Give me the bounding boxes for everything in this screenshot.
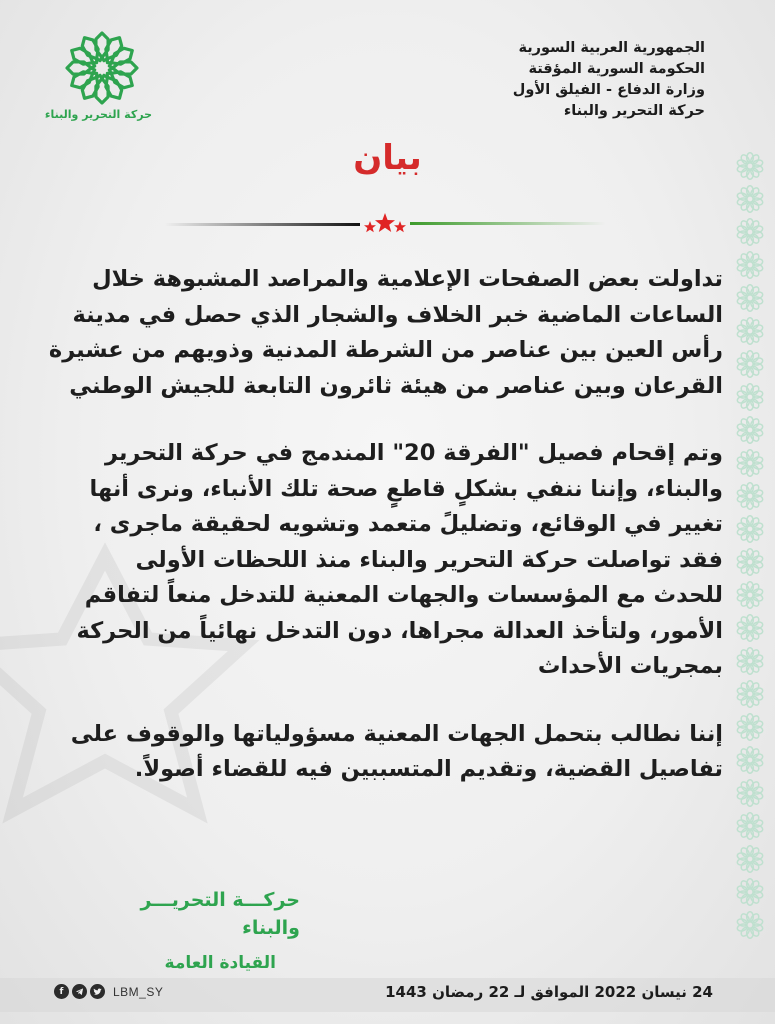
header-line-ministry: وزارة الدفاع - الفيلق الأول <box>512 82 705 98</box>
rosette-ornament-icon <box>735 843 765 875</box>
facebook-icon[interactable]: f <box>54 984 69 999</box>
star-icon-small-left <box>364 221 376 232</box>
header-line-movement: حركة التحرير والبناء <box>563 103 705 119</box>
flag-divider <box>165 212 605 236</box>
rosette-ornament-icon <box>735 249 765 281</box>
rosette-ornament-icon <box>735 480 765 512</box>
body-line: الأمور، ولتأخذ العدالة مجراها، دون التدخل نهائياً من الحركة <box>76 617 723 644</box>
paragraph-3 <box>53 717 723 788</box>
rosette-ornament-icon <box>735 711 765 743</box>
rosette-ornament-icon <box>735 315 765 347</box>
body-line: الساعات الماضية خبر الخلاف والشجار الذي حصل في مدينة <box>72 301 723 328</box>
statement-body <box>48 262 723 820</box>
body-line: تغيير في الوقائع، وتضليلً متعمد وتشويه لحقيقة ماجرى ، <box>93 511 723 537</box>
statement-date: 24 نيسان 2022 الموافق لـ 22 رمضان 1443 <box>385 983 713 1001</box>
organization-logo <box>44 30 152 121</box>
body-line: والبناء، وإننا ننفي بشكلٍ قاطعٍ صحة تلك الأنباء، ونرى أنها <box>89 475 723 502</box>
header-line-country: الجمهورية العربية السورية <box>518 40 705 56</box>
body-line: بمجريات الأحداث <box>537 653 723 679</box>
header-block <box>513 38 705 122</box>
rosette-ornament-icon <box>735 909 765 941</box>
telegram-icon[interactable] <box>72 984 87 999</box>
header-line-government: الحكومة السورية المؤقتة <box>528 61 705 77</box>
rosette-ornament-icon <box>735 876 765 908</box>
rosette-ornament-icon <box>735 414 765 446</box>
star-icon-large-center <box>375 213 395 232</box>
social-handle[interactable]: LBM_SY <box>113 984 164 999</box>
rosette-ornament-icon <box>735 381 765 413</box>
logo-label: حركة التحرير والبناء <box>44 108 152 121</box>
paragraph-1 <box>48 262 723 404</box>
star-icon-small-right <box>394 221 406 232</box>
body-line: وتم إقحام فصيل "الفرقة 20" المندمج في حركة التحرير <box>104 440 723 466</box>
rosette-ornament-icon <box>735 612 765 644</box>
rosette-ornament-icon <box>735 546 765 578</box>
body-line: تفاصيل القضية، وتقديم المتسببين فيه للقضاء أصولاً. <box>134 756 723 782</box>
twitter-icon[interactable] <box>90 984 105 999</box>
body-line: رأس العين بين عناصر من الشرطة المدنية وذويهم من عشيرة <box>48 337 723 363</box>
rosette-ornament-icon <box>735 744 765 776</box>
decorative-rosette-column <box>735 150 769 942</box>
rosette-ornament-icon <box>735 216 765 248</box>
rosette-ornament-icon <box>735 447 765 479</box>
rosette-ornament-icon <box>735 777 765 809</box>
body-line: القرعان وبين عناصر من هيئة ثائرون التابعة للجيش الوطني <box>69 372 723 399</box>
rosette-ornament-icon <box>735 150 765 182</box>
rosette-ornament-icon <box>735 645 765 677</box>
signature-organization: حركـــة التحريـــر والبناء <box>140 889 300 939</box>
signature-block <box>90 886 300 978</box>
body-line: تداولت بعض الصفحات الإعلامية والمراصد المشبوهة خلال <box>92 266 723 292</box>
social-links <box>54 984 163 999</box>
body-line: للحدث مع المؤسسات والجهات المعنية للتدخل منعاً لتفاقم <box>84 582 723 608</box>
rosette-center <box>91 57 112 78</box>
rosette-ornament-icon <box>735 513 765 545</box>
rosette-ornament-icon <box>735 810 765 842</box>
divider-black-bar <box>165 223 360 226</box>
rosette-ornament-icon <box>735 579 765 611</box>
signature-role: القيادة العامة <box>164 953 276 973</box>
rosette-ornament-icon <box>735 282 765 314</box>
body-line: فقد تواصلت حركة التحرير والبناء منذ اللحظات الأولى <box>135 546 723 573</box>
divider-green-bar <box>410 222 605 225</box>
statement-title: بيان <box>353 138 422 178</box>
paragraph-2 <box>53 436 723 685</box>
body-line: إننا نطالب بتحمل الجهات المعنية مسؤولياتها والوقوف على <box>70 720 723 747</box>
rosette-ornament-icon <box>735 678 765 710</box>
rosette-ornament-icon <box>735 348 765 380</box>
rosette-logo-icon <box>64 30 140 106</box>
rosette-ornament-icon <box>735 183 765 215</box>
